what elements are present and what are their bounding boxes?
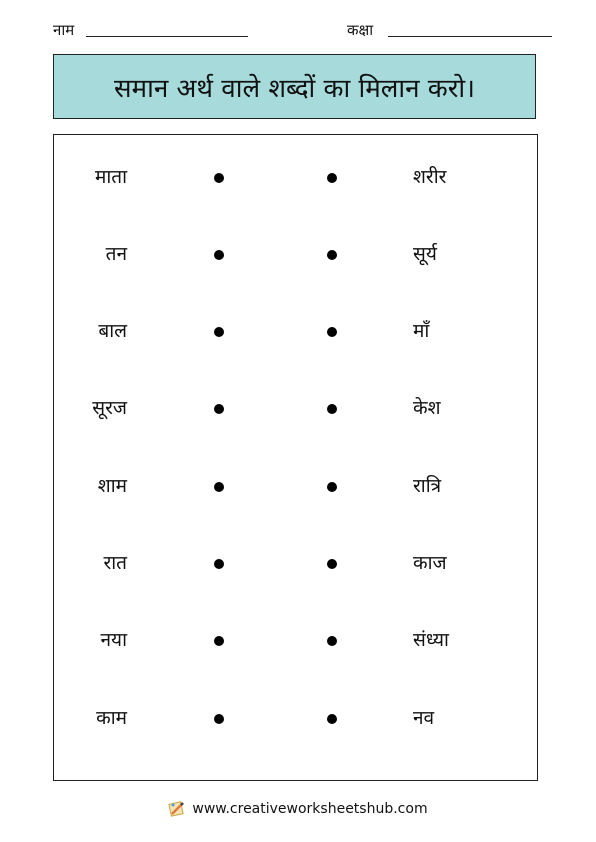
left-word: सूरज bbox=[92, 397, 127, 419]
right-dot[interactable] bbox=[327, 482, 337, 492]
right-dot[interactable] bbox=[327, 327, 337, 337]
worksheet-title: समान अर्थ वाले शब्दों का मिलान करो। bbox=[113, 73, 476, 104]
left-dot[interactable] bbox=[214, 327, 224, 337]
right-word: नव bbox=[413, 707, 435, 729]
left-dot[interactable] bbox=[214, 714, 224, 724]
right-dot[interactable] bbox=[327, 636, 337, 646]
right-word: शरीर bbox=[413, 166, 447, 188]
name-field[interactable] bbox=[86, 36, 248, 37]
class-label: कक्षा bbox=[347, 21, 374, 39]
left-word: माता bbox=[94, 166, 127, 188]
right-word: माँ bbox=[413, 320, 430, 342]
title-banner bbox=[53, 54, 536, 119]
right-dot[interactable] bbox=[327, 404, 337, 414]
right-word: संध्या bbox=[413, 629, 449, 651]
right-word: सूर्य bbox=[413, 243, 437, 265]
right-word: रात्रि bbox=[413, 475, 442, 497]
left-word: नया bbox=[100, 629, 127, 651]
website-link[interactable]: www.creativeworksheetshub.com bbox=[192, 801, 428, 817]
left-dot[interactable] bbox=[214, 173, 224, 183]
class-field[interactable] bbox=[388, 36, 552, 37]
left-word: बाल bbox=[98, 320, 127, 342]
left-word: काम bbox=[96, 707, 127, 729]
right-dot[interactable] bbox=[327, 559, 337, 569]
right-word: केश bbox=[413, 397, 441, 419]
left-dot[interactable] bbox=[214, 482, 224, 492]
right-dot[interactable] bbox=[327, 250, 337, 260]
matching-area bbox=[53, 134, 538, 781]
left-dot[interactable] bbox=[214, 250, 224, 260]
left-dot[interactable] bbox=[214, 559, 224, 569]
pencil-logo-icon bbox=[168, 800, 186, 818]
name-label: नाम bbox=[53, 21, 75, 39]
left-dot[interactable] bbox=[214, 636, 224, 646]
left-word: शाम bbox=[97, 475, 127, 497]
footer bbox=[0, 800, 596, 818]
left-word: रात bbox=[103, 552, 127, 574]
right-word: काज bbox=[413, 552, 447, 574]
left-dot[interactable] bbox=[214, 404, 224, 414]
left-word: तन bbox=[105, 243, 127, 265]
right-dot[interactable] bbox=[327, 173, 337, 183]
right-dot[interactable] bbox=[327, 714, 337, 724]
